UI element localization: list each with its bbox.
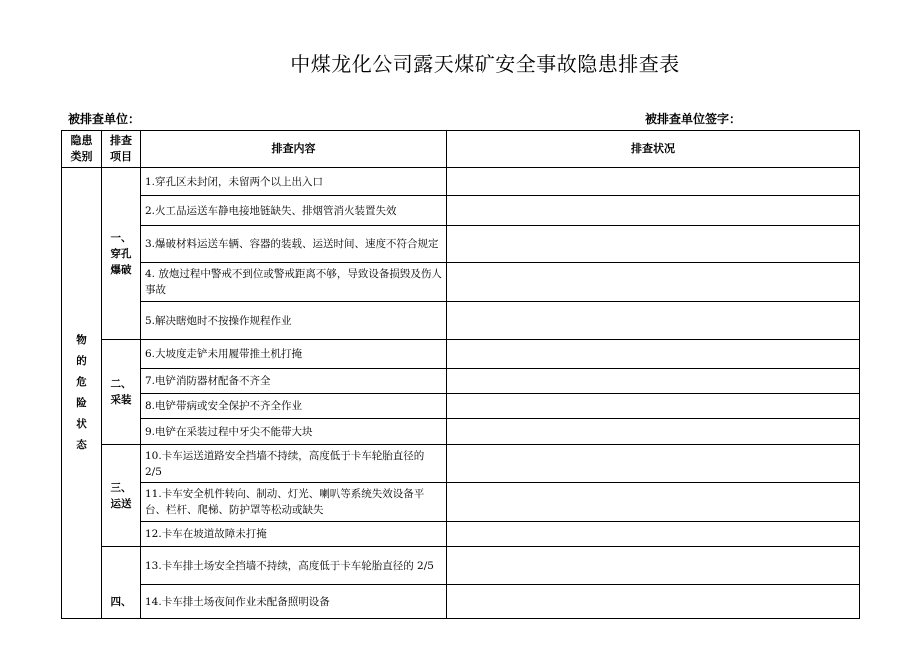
table-row [62, 226, 860, 263]
header-content: 排查内容 [141, 131, 447, 168]
status-cell[interactable] [447, 547, 860, 585]
table-header-row [62, 131, 860, 168]
table-row [62, 547, 860, 585]
content-cell: 4. 放炮过程中警戒不到位或警戒距离不够，导致设备损毁及伤人事故 [141, 263, 447, 302]
status-cell[interactable] [447, 419, 860, 445]
content-cell: 2.火工品运送车静电接地链缺失、排烟管消火装置失效 [141, 196, 447, 226]
content-cell: 11.卡车安全机件转向、制动、灯光、喇叭等系统失效设备平台、栏杆、爬梯、防护罩等松动或缺失 [141, 483, 447, 522]
content-cell: 7.电铲消防器材配备不齐全 [141, 369, 447, 394]
header-project: 排查项目 [102, 131, 141, 168]
table-row [62, 419, 860, 445]
status-cell[interactable] [447, 302, 860, 340]
content-cell: 14.卡车排土场夜间作业未配备照明设备 [141, 585, 447, 619]
inspected-unit-sign-label: 被排查单位签字： [645, 112, 742, 126]
status-cell[interactable] [447, 483, 860, 522]
project-cell-3 [102, 445, 141, 547]
table-row [62, 168, 860, 196]
content-cell: 3.爆破材料运送车辆、容器的装载、运送时间、速度不符合规定 [141, 226, 447, 263]
project-name: 运送 [110, 497, 132, 510]
status-cell[interactable] [447, 369, 860, 394]
content-cell: 6.大坡度走铲未用履带推土机打掩 [141, 340, 447, 369]
status-cell[interactable] [447, 585, 860, 619]
table-row [62, 445, 860, 483]
status-cell[interactable] [447, 226, 860, 263]
hazard-inspection-table [61, 130, 860, 619]
content-cell: 9.电铲在采装过程中牙尖不能带大块 [141, 419, 447, 445]
table-row [62, 340, 860, 369]
table-row [62, 196, 860, 226]
project-number: 三、 [110, 481, 132, 494]
status-cell[interactable] [447, 263, 860, 302]
table-row [62, 522, 860, 547]
status-cell[interactable] [447, 168, 860, 196]
status-cell[interactable] [447, 340, 860, 369]
project-name: 穿孔爆破 [110, 247, 132, 276]
content-cell: 5.解决瞎炮时不按操作规程作业 [141, 302, 447, 340]
table-row [62, 263, 860, 302]
table-row [62, 369, 860, 394]
project-cell-1 [102, 168, 141, 340]
table-row [62, 585, 860, 619]
project-cell-2 [102, 340, 141, 445]
status-cell[interactable] [447, 522, 860, 547]
page-title: 中煤龙化公司露天煤矿安全事故隐患排查表 [290, 52, 680, 76]
header-category: 隐患类别 [62, 131, 102, 168]
table-row [62, 394, 860, 419]
project-number: 二、 [110, 378, 132, 390]
status-cell[interactable] [447, 196, 860, 226]
project-name: 采装 [110, 394, 132, 406]
table-row [62, 483, 860, 522]
content-cell: 13.卡车排土场安全挡墙不持续，高度低于卡车轮胎直径的 2/5 [141, 547, 447, 585]
status-cell[interactable] [447, 394, 860, 419]
table-row [62, 302, 860, 340]
inspected-unit-label: 被排查单位： [68, 112, 141, 126]
content-cell: 10.卡车运送道路安全挡墙不持续，高度低于卡车轮胎直径的 2/5 [141, 445, 447, 483]
status-cell[interactable] [447, 445, 860, 483]
category-cell [62, 168, 102, 619]
project-number: 四、 [110, 596, 132, 608]
header-status: 排查状况 [447, 131, 860, 168]
project-number: 一、 [110, 231, 132, 244]
project-cell-4 [102, 547, 141, 619]
content-cell: 1.穿孔区未封闭，未留两个以上出入口 [141, 168, 447, 196]
category-label: 物的危险状态 [76, 334, 87, 451]
content-cell: 8.电铲带病或安全保护不齐全作业 [141, 394, 447, 419]
content-cell: 12.卡车在坡道故障未打掩 [141, 522, 447, 547]
